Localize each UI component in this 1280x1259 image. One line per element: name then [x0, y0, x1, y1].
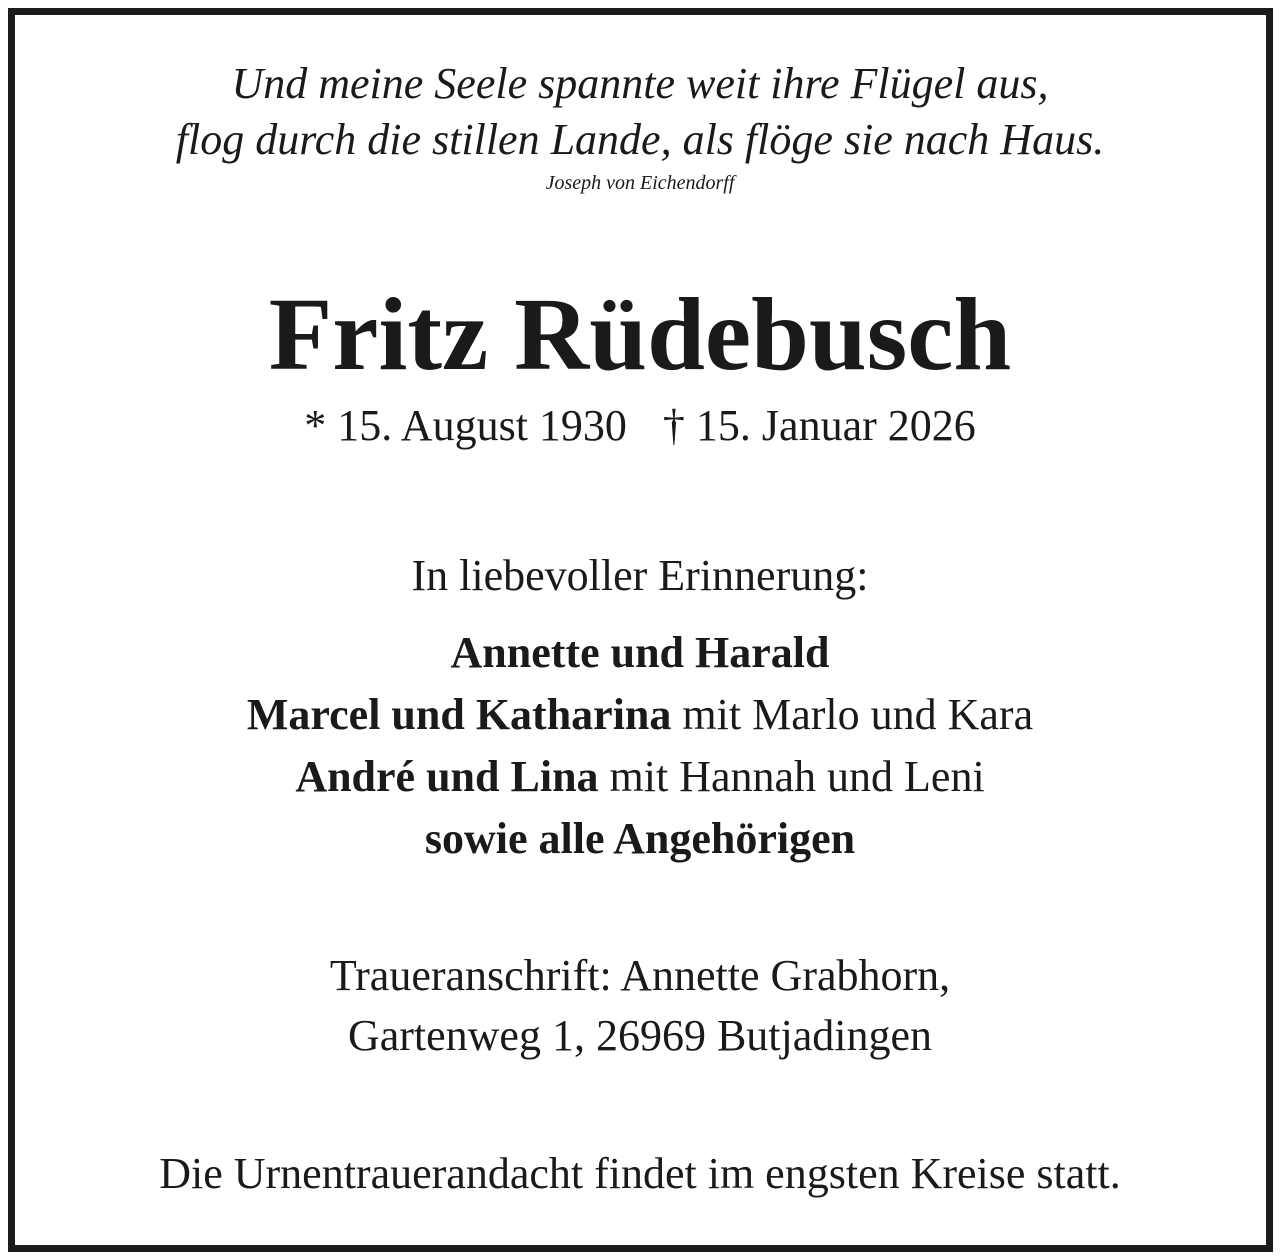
- mourner-line: [0, 752, 1280, 801]
- mourner-names: André und Lina: [295, 752, 599, 801]
- mourner-names: Marcel und Katharina: [246, 690, 672, 739]
- mourner-line: [0, 628, 1280, 677]
- mourning-address-line-1: Traueranschrift: Annette Grabhorn,: [329, 951, 951, 1000]
- birth-date: * 15. August 1930: [304, 401, 627, 450]
- mourner-children: mit Hannah und Leni: [598, 752, 985, 801]
- memory-heading: In liebevoller Erinnerung:: [411, 551, 869, 600]
- quote-line-1: Und meine Seele spannte weit ihre Flügel aus,: [231, 59, 1049, 108]
- life-dates: [0, 401, 1280, 450]
- mourner-names: sowie alle Angehörigen: [424, 814, 856, 863]
- mourner-names: Annette und Harald: [450, 628, 830, 677]
- mourner-children: mit Marlo und Kara: [671, 690, 1034, 739]
- deceased-name: Fritz Rüdebusch: [268, 277, 1012, 392]
- quote-author: Joseph von Eichendorff: [545, 172, 735, 194]
- closing-note: Die Urnentrauerandacht findet im engsten Kreise statt.: [159, 1149, 1121, 1198]
- mourner-line: [0, 690, 1280, 739]
- mourning-address-line-2: Gartenweg 1, 26969 Butjadingen: [347, 1011, 933, 1060]
- quote-line-2: flog durch die stillen Lande, als flöge sie nach Haus.: [175, 115, 1105, 164]
- mourner-line: [0, 814, 1280, 863]
- death-date: † 15. Januar 2026: [662, 401, 976, 450]
